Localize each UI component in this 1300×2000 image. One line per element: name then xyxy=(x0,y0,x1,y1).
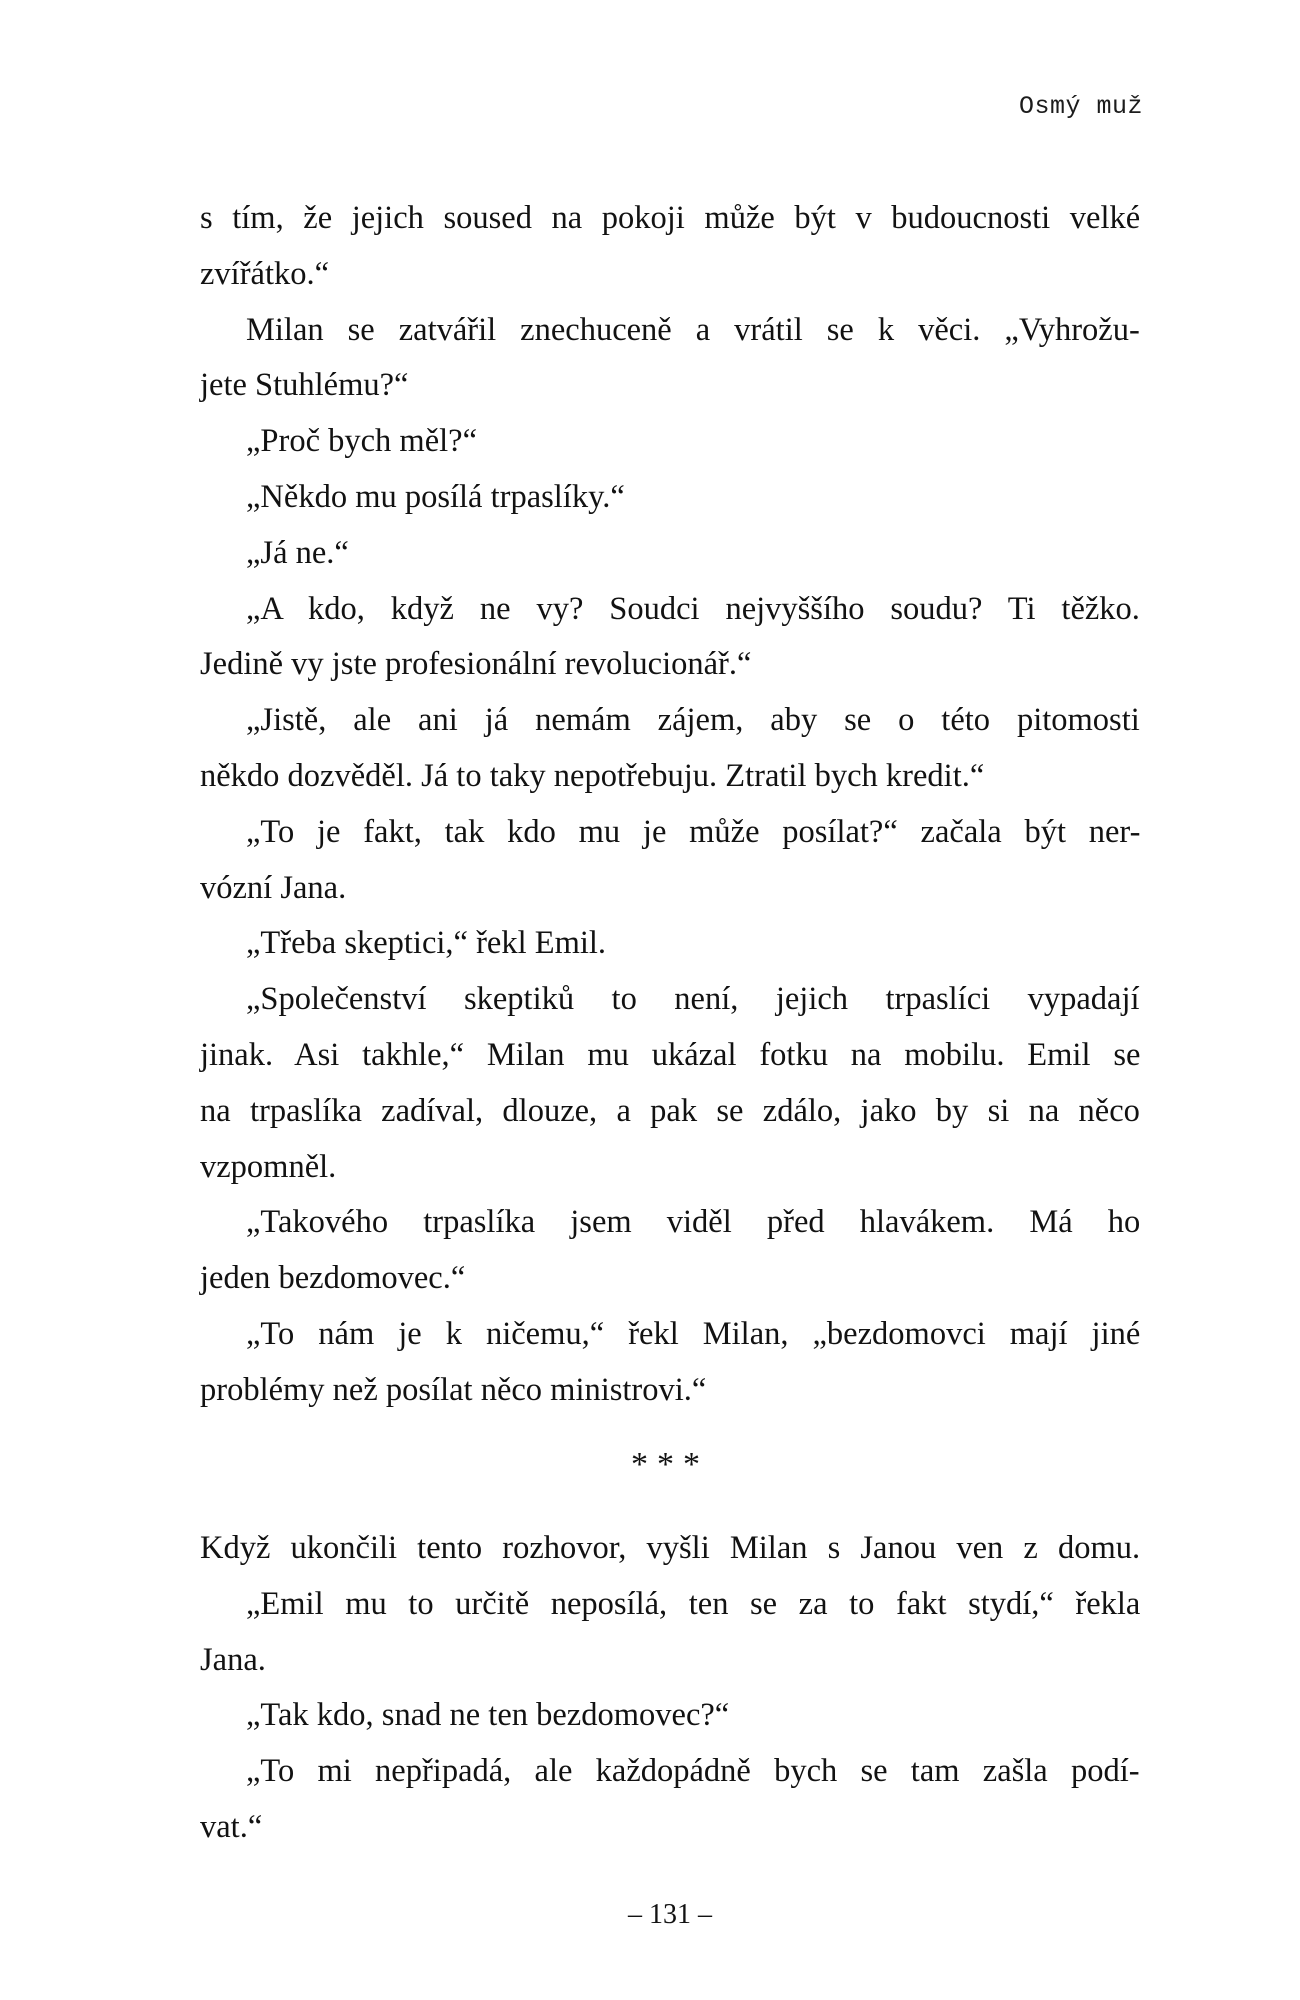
text-line: vózní Jana. xyxy=(200,869,347,906)
text-line: Jedině vy jste profesionální revolucionář.“ xyxy=(200,646,752,683)
text-line: „Společenství skeptiků to není, jejich trpaslíci vypadají xyxy=(246,981,1140,1018)
text-line: vat.“ xyxy=(200,1808,263,1845)
text-line: „Jistě, ale ani já nemám zájem, aby se o této pitomosti xyxy=(246,702,1140,739)
page-number: – 131 – xyxy=(628,1899,712,1930)
text-line: Jana. xyxy=(200,1641,266,1678)
text-line: vzpomněl. xyxy=(200,1148,337,1185)
text-line: zvířátko.“ xyxy=(200,255,330,292)
text-line: někdo dozvěděl. Já to taky nepotřebuju. Ztratil bych kredit.“ xyxy=(200,757,985,794)
text-line: jete Stuhlému?“ xyxy=(200,367,409,404)
text-line: „Tak kdo, snad ne ten bezdomovec?“ xyxy=(246,1697,730,1734)
text-line: jeden bezdomovec.“ xyxy=(200,1260,466,1297)
text-line: „Takového trpaslíka jsem viděl před hlavákem. Má ho xyxy=(246,1204,1141,1241)
text-line: „To je fakt, tak kdo mu je může posílat?“ začala být ner- xyxy=(246,813,1141,850)
text-line: Milan se zatvářil znechuceně a vrátil se k věci. „Vyhrožu- xyxy=(246,311,1140,348)
text-line: problémy než posílat něco ministrovi.“ xyxy=(200,1371,707,1408)
text-line: „Třeba skeptici,“ řekl Emil. xyxy=(246,925,607,962)
text-line: „A kdo, když ne vy? Soudci nejvyššího soudu? Ti těžko. xyxy=(246,590,1140,627)
text-line: s tím, že jejich soused na pokoji může být v budoucnosti velké xyxy=(200,200,1141,236)
text-line: na trpaslíka zadíval, dlouze, a pak se zdálo, jako by si na něco xyxy=(200,1092,1140,1129)
text-line: „Někdo mu posílá trpaslíky.“ xyxy=(246,478,625,515)
text-line: Když ukončili tento rozhovor, vyšli Milan s Janou ven z domu. xyxy=(200,1530,1141,1566)
text-line: „Emil mu to určitě neposílá, ten se za to fakt stydí,“ řekla xyxy=(246,1585,1141,1622)
scene-separator-asterisks: *** xyxy=(631,1446,709,1483)
text-line: jinak. Asi takhle,“ Milan mu ukázal fotku na mobilu. Emil se xyxy=(200,1036,1141,1073)
text-section-2 xyxy=(200,1521,1140,1856)
text-line: „To mi nepřipadá, ale každopádně bych se tam zašla podí- xyxy=(246,1753,1140,1790)
running-header-book-title: Osmý muž xyxy=(1018,92,1143,121)
text-section-1 xyxy=(200,191,1140,1419)
text-line: „Já ne.“ xyxy=(246,534,349,571)
text-line: „To nám je k ničemu,“ řekl Milan, „bezdomovci mají jiné xyxy=(246,1315,1141,1352)
text-line: „Proč bych měl?“ xyxy=(246,423,478,460)
